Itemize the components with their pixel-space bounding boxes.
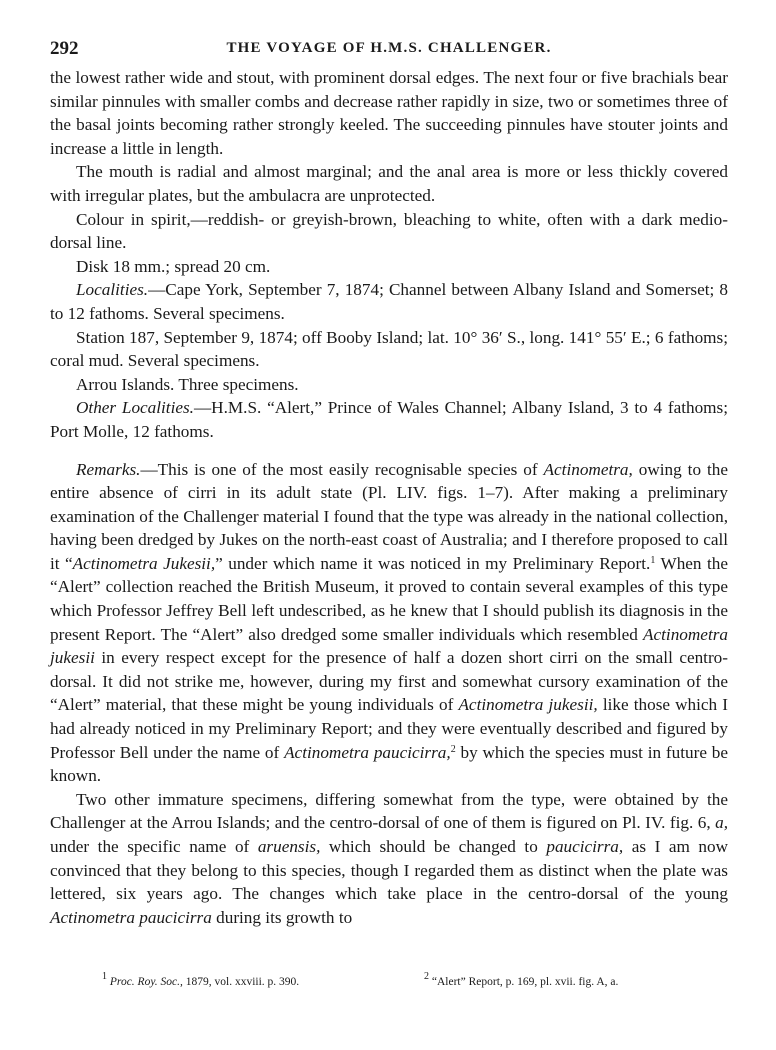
- footnote-1: $^1$ Proc. Roy. Soc., 1879, vol. xxviii. p. 390.: [102, 971, 300, 988]
- section-label: Remarks.: [76, 459, 141, 479]
- section-label: Localities.: [76, 280, 149, 300]
- paragraph: the lowest rather wide and stout, with prominent dorsal edges. The next four or five brachials bear similar pinnules with smaller combs and decrease rather rapidly in size, two or sometimes three of the basal joints becoming rather strongly keeled. The succeeding pinnules have stouter joints and increase a little in length.: [50, 68, 728, 158]
- remarks-paragraph: Remarks.—This is one of the most easily recognisable species of Actinometra, owing to the entire absence of cirri in its adult state (Pl. LIV. figs. 1–7). After making a preliminary examination of the Challenger material I found that the type was already in the national collection, having been dredged by Jukes on the north-east coast of Australia; and I therefore proposed to call it “Actinometra Jukesii,” under which name it was noticed in my Preliminary Report.$^1$ When the “Alert” collection reached the British Museum, it proved to contain several examples of this type which Professor Jeffrey Bell left undescribed, as he knew that I should publish its diagnosis in the present Report. The “Alert” also dredged some smaller individuals which resembled Actinometra jukesii in every respect except for the presence of half a dozen short cirri on the small centro-dorsal. It did not strike me, however, during my first and somewhat cursory examination of the “Alert” material, that these might be young individuals of Actinometra jukesii, like those which I had already noticed in my Preliminary Report; and they were eventually described and figured by Professor Bell under the name of Actinometra paucicirra,$^2$ by which the species must in future be known.: [50, 459, 729, 786]
- paragraph: Colour in spirit,—reddish- or greyish-brown, bleaching to white, often with a dark medio-dorsal line.: [50, 209, 728, 253]
- paragraph: Localities.—Cape York, September 7, 1874; Channel between Albany Island and Somerset; 8 to 12 fathoms. Several specimens.: [50, 280, 728, 323]
- paragraph: Two other immature specimens, differing somewhat from the type, were obtained by the Challenger at the Arrou Islands; and the centro-dorsal of one of them is figured on Pl. IV. fig. 6, a, under the specific name of aruensis, which should be changed to paucicirra, as I am now convinced that they belong to this species, though I regarded them as distinct when the plate was lettered, six years ago. The changes which take place in the centro-dorsal of the young Actinometra paucicirra during its growth to: [50, 789, 729, 927]
- running-title: THE VOYAGE OF H.M.S. CHALLENGER.: [226, 40, 552, 56]
- page-header: [50, 38, 728, 66]
- document-page: [50, 38, 728, 929]
- paragraph: Arrou Islands. Three specimens.: [76, 374, 299, 394]
- footnote-ref: 2: [450, 743, 456, 755]
- section-label: Other Localities.: [76, 398, 194, 418]
- paragraph: Disk 18 mm.; spread 20 cm.: [76, 256, 271, 276]
- paragraph: Other Localities.—H.M.S. “Alert,” Prince of Wales Channel; Albany Island, 3 to 4 fathoms; Port Molle, 12 fathoms.: [50, 398, 728, 441]
- footnote-2: $^2$ “Alert” Report, p. 169, pl. xvii. fig. A, a.: [424, 971, 619, 988]
- paragraph: Station 187, September 9, 1874; off Booby Island; lat. 10° 36′ S., long. 141° 55′ E.; 6 fathoms; coral mud. Several specimens.: [50, 327, 728, 371]
- body-text: [50, 66, 728, 929]
- footnote-ref: 1: [650, 554, 656, 566]
- paragraph: The mouth is radial and almost marginal; and the anal area is more or less thickly covered with irregular plates, but the ambulacra are unprotected.: [50, 162, 728, 205]
- page-number: 292: [50, 38, 79, 59]
